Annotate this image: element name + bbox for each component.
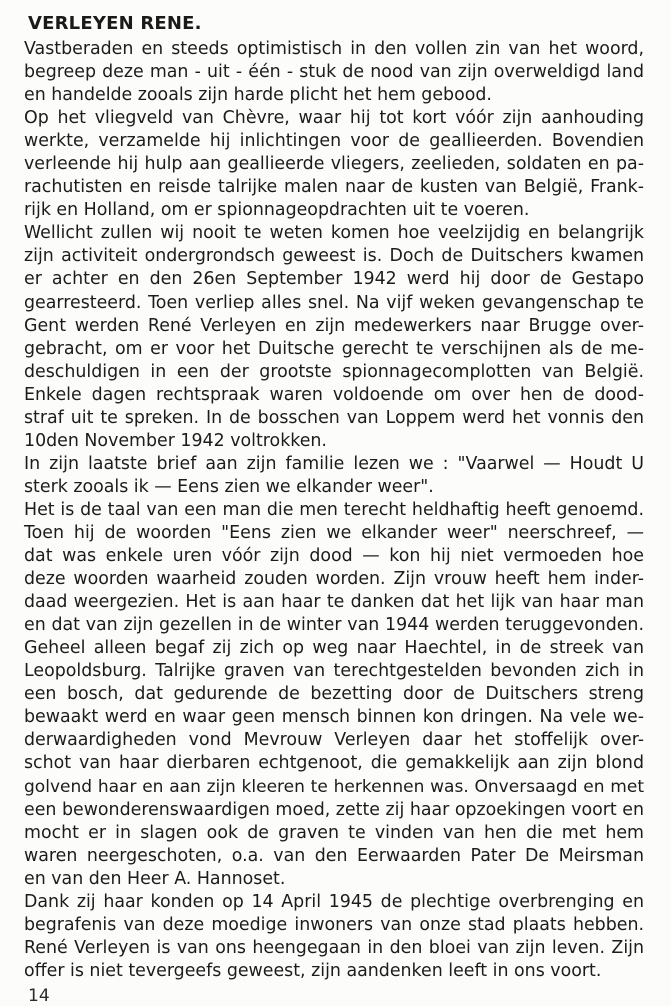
text-line: dat was enkele uren vóór zijn dood — kon hij niet vermoeden hoe — [24, 546, 644, 567]
text-line: Op het vliegveld van Chèvre, waar hij tot kort vóór zijn aanhouding — [24, 108, 644, 129]
text-line: werkte, verzamelde hij inlichtingen voor de geallieerden. Bovendien — [24, 131, 644, 152]
text-line: deze woorden waarheid zouden worden. Zijn vrouw heeft hem inder- — [24, 569, 644, 590]
text-line: bewaakt werd en waar geen mensch binnen kon dringen. Na vele we- — [24, 707, 644, 728]
text-line: Geheel alleen begaf zij zich op weg naar Haechtel, in de streek van — [24, 638, 644, 659]
text-line: Toen hij de woorden "Eens zien we elkander weer" neerschreef, — — [24, 522, 644, 543]
text-line: rachutisten en reisde talrijke malen naar de kusten van België, Frank- — [24, 177, 644, 198]
text-line: offer is niet tevergeefs geweest, zijn aandenken leeft in ons voort. — [24, 960, 602, 981]
text-line: Wellicht zullen wij nooit te weten komen hoe veelzijdig en belangrijk — [24, 223, 644, 244]
text-line: straf uit te spreken. In de bosschen van Loppem werd het vonnis den — [24, 407, 644, 428]
text-line: deschuldigen in een der grootste spionnagecomplotten van België. — [24, 361, 644, 382]
text-line: een bosch, dat gedurende de bezetting door de Duitschers streng — [24, 684, 644, 705]
text-line: Dank zij haar konden op 14 April 1945 de plechtige overbrenging en — [24, 891, 644, 912]
text-line: verleende hij hulp aan geallieerde vliegers, zeelieden, soldaten en pa- — [24, 154, 644, 175]
text-line: een bewonderenswaardigen moed, zette zij haar opzoekingen voort en — [24, 799, 644, 820]
text-line: Gent werden René Verleyen en zijn medewerkers naar Brugge over- — [24, 315, 644, 336]
text-line: waren neergeschoten, o.a. van den Eerwaarden Pater De Meirsman — [24, 845, 644, 866]
text-line: gearresteerd. Toen verliep alles snel. Na vijf weken gevangenschap te — [24, 292, 644, 313]
text-line: Leopoldsburg. Talrijke graven van terechtgestelden bevonden zich in — [24, 661, 644, 682]
text-line: sterk zooals ik — Eens zien we elkander weer". — [24, 476, 434, 497]
text-line: zijn activiteit ondergrondsch geweest is. Doch de Duitschers kwamen — [24, 246, 644, 267]
body-text — [24, 38, 644, 983]
text-line: en van den Heer A. Hannoset. — [24, 868, 286, 889]
text-line: rijk en Holland, om er spionnageopdrachten uit te voeren. — [24, 200, 530, 221]
text-line: en dat van zijn gezellen in de winter van 1944 werden teruggevonden. — [24, 615, 644, 636]
text-line: derwaardigheden vond Mevrouw Verleyen daar het stoffelijk over- — [24, 730, 644, 751]
text-line: 10den November 1942 voltrokken. — [24, 430, 327, 451]
page-number: 14 — [28, 986, 50, 1006]
text-line: en handelde zooals zijn harde plicht het hem gebood. — [24, 85, 492, 106]
text-line: mocht er in slagen ook de graven te vinden van hen die met hem — [24, 822, 644, 843]
text-line: er achter en den 26en September 1942 werd hij door de Gestapo — [24, 269, 644, 290]
text-line: Het is de taal van een man die men terecht heldhaftig heeft genoemd. — [24, 499, 644, 520]
text-line: Vastberaden en steeds optimistisch in den vollen zin van het woord, — [24, 39, 644, 59]
text-line: schot van haar dierbaren echtgenoot, die gemakkelijk aan zijn blond — [24, 753, 644, 774]
page-title: VERLEYEN RENE. — [28, 13, 202, 34]
text-line: gebracht, om er voor het Duitsche gerecht te verschijnen als de me- — [24, 338, 644, 359]
text-line: begrafenis van deze moedige inwoners van onze stad plaats hebben. — [24, 914, 644, 935]
text-line: In zijn laatste brief aan zijn familie lezen we : "Vaarwel — Houdt U — [24, 453, 644, 474]
text-line: golvend haar en aan zijn kleeren te herkennen was. Onversaagd en met — [24, 776, 644, 797]
text-line: René Verleyen is van ons heengegaan in den bloei van zijn leven. Zijn — [24, 937, 644, 958]
text-line: daad weergezien. Het is aan haar te danken dat het lijk van haar man — [24, 592, 644, 613]
text-line: Enkele dagen rechtspraak waren voldoende om over hen de dood- — [24, 384, 644, 405]
text-line: begreep deze man - uit - één - stuk de nood van zijn overweldigd land — [24, 62, 644, 83]
